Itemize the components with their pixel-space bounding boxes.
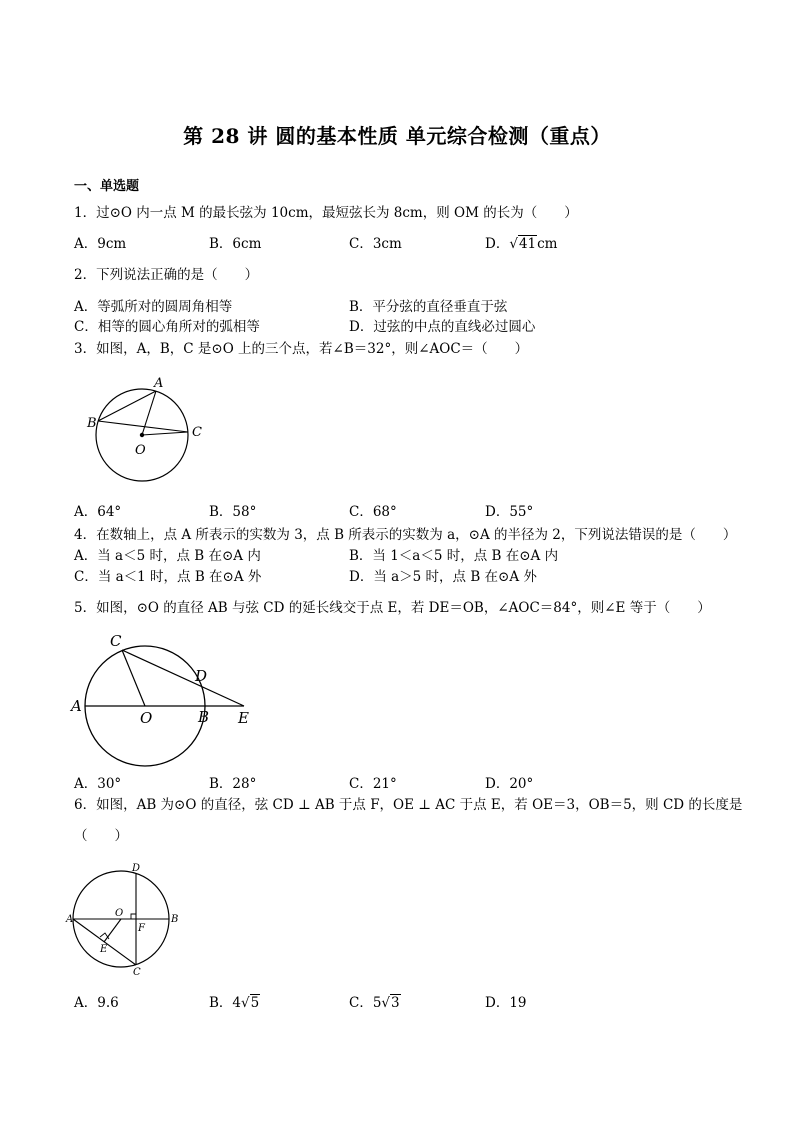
q3-label-A: A xyxy=(154,376,164,391)
question-3-stem: 3．如图，A，B，C 是⊙O 上的三个点，若∠B＝32°，则∠AOC＝（ ） xyxy=(74,341,529,357)
q1-option-d-unit: cm xyxy=(537,236,558,252)
q6-label-B: B xyxy=(171,914,179,925)
q6-circle-figure xyxy=(66,862,186,982)
q6-label-O: O xyxy=(115,908,124,919)
q2-option-a: A．等弧所对的圆周角相等 xyxy=(74,299,233,315)
q1-option-c: C．3cm xyxy=(349,236,402,252)
q6-option-b: B．4√5 xyxy=(209,995,260,1011)
q1-option-b: B．6cm xyxy=(209,236,262,252)
q5-label-C: C xyxy=(110,632,122,650)
question-1-stem: 1．过⊙O 内一点 M 的最长弦为 10cm，最短弦长为 8cm，则 OM 的长为（ ） xyxy=(74,205,578,221)
q5-option-b: B．28° xyxy=(209,776,257,792)
page-title: 第 28 讲 圆的基本性质 单元综合检测（重点） xyxy=(183,124,611,148)
q1-option-d-prefix: D． xyxy=(485,236,510,252)
q3-label-O: O xyxy=(135,443,146,458)
question-6-stem-cont: （ ） xyxy=(74,828,128,844)
q2-option-c: C．相等的圆心角所对的弧相等 xyxy=(74,319,260,335)
q5-option-a: A．30° xyxy=(74,776,122,792)
q6-label-A: A xyxy=(66,914,74,925)
q5-label-B: B xyxy=(198,708,210,726)
question-2-stem: 2．下列说法正确的是（ ） xyxy=(74,267,259,283)
q5-label-E: E xyxy=(238,709,249,727)
q5-label-O: O xyxy=(140,709,153,727)
q4-option-c: C．当 a＜1 时，点 B 在⊙A 外 xyxy=(74,569,262,585)
q3-option-b: B．58° xyxy=(209,504,257,520)
section-heading: 一、单选题 xyxy=(74,179,140,194)
q6-option-c-radicand: 3 xyxy=(391,995,400,1011)
q2-option-d: D．过弦的中点的直线必过圆心 xyxy=(349,319,536,335)
q6-label-F: F xyxy=(138,923,145,934)
q6-label-C: C xyxy=(133,967,141,978)
q6-option-d: D．19 xyxy=(485,995,527,1011)
q5-option-d: D．20° xyxy=(485,776,534,792)
q6-option-c-prefix: C．5 xyxy=(349,995,382,1011)
q3-option-c: C．68° xyxy=(349,504,397,520)
q5-circle-figure xyxy=(68,628,268,773)
q6-option-b-radicand: 5 xyxy=(250,995,260,1011)
question-6-stem: 6．如图，AB 为⊙O 的直径，弦 CD ⊥ AB 于点 F，OE ⊥ AC 于点 E，若 OE＝3，OB＝5，则 CD 的长度是 xyxy=(74,797,743,813)
q2-option-b: B．平分弦的直径垂直于弦 xyxy=(349,299,508,315)
q4-option-a: A．当 a＜5 时，点 B 在⊙A 内 xyxy=(74,548,261,564)
q6-option-a: A．9.6 xyxy=(74,995,119,1011)
q6-label-D: D xyxy=(132,863,141,874)
q3-circle-figure xyxy=(80,372,210,497)
question-4-stem: 4．在数轴上，点 A 所表示的实数为 3，点 B 所表示的实数为 a，⊙A 的半径为 2，下列说法错误的是（ ） xyxy=(74,527,737,543)
q4-option-d: D．当 a＞5 时，点 B 在⊙A 外 xyxy=(349,569,537,585)
question-5-stem: 5．如图，⊙O 的直径 AB 与弦 CD 的延长线交于点 E，若 DE＝OB，∠AOC＝84°，则∠E 等于（ ） xyxy=(74,600,711,616)
q6-label-E: E xyxy=(100,944,108,955)
q1-option-a: A．9cm xyxy=(74,236,127,252)
q4-option-b: B．当 1＜a＜5 时，点 B 在⊙A 内 xyxy=(349,548,559,564)
q3-option-d: D．55° xyxy=(485,504,534,520)
q1-option-d-radicand: 41 xyxy=(518,236,537,252)
q5-label-D: D xyxy=(195,667,208,685)
q3-label-B: B xyxy=(87,416,97,431)
q3-label-C: C xyxy=(192,425,202,440)
q6-option-c: C．5√3 xyxy=(349,995,400,1011)
q5-option-c: C．21° xyxy=(349,776,397,792)
q1-option-d: D．√41cm xyxy=(485,236,558,252)
q5-label-A: A xyxy=(71,697,82,715)
q3-option-a: A．64° xyxy=(74,504,122,520)
q6-option-b-prefix: B．4 xyxy=(209,995,242,1011)
